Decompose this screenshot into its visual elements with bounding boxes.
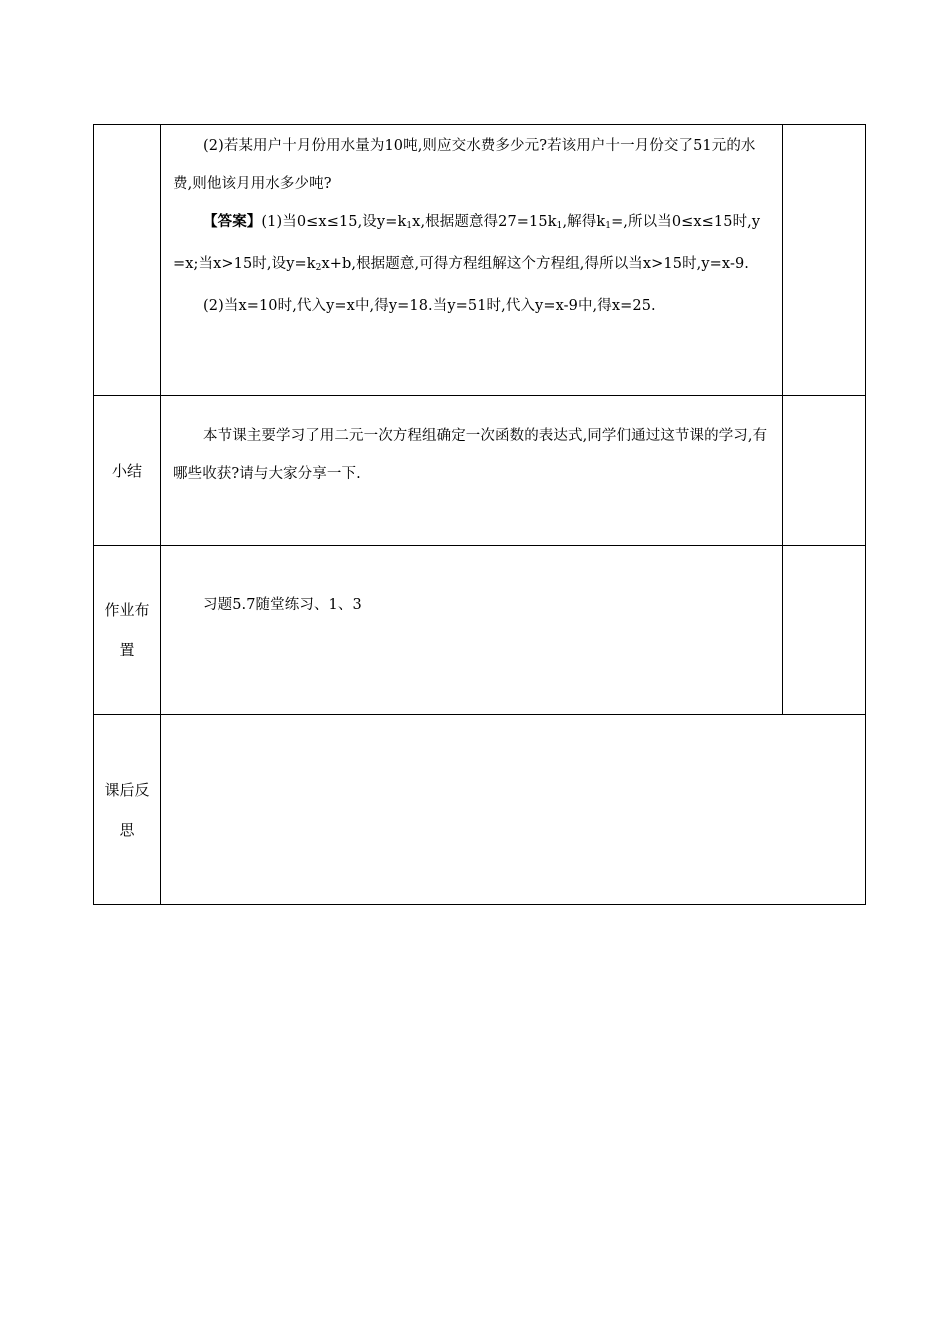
answer-part2: (2)当x=10时,代入y=x中,得y=18.当y=51时,代入y=x-9中,得x=25.	[203, 298, 656, 314]
reflection-label-line2: 思	[119, 820, 135, 839]
answer-part1-d: =,所以当0≤x≤15时,y=x;当x>15时,设y=k	[173, 214, 761, 272]
reflection-row	[94, 715, 866, 905]
subscript-1c: 1	[605, 221, 612, 231]
reflection-content-cell	[161, 715, 866, 905]
summary-label: 小结	[94, 396, 161, 546]
homework-label-line1: 作业布	[104, 601, 150, 619]
subscript-1b: 1	[556, 221, 563, 231]
answer-notes-cell	[783, 125, 866, 396]
lesson-plan-table	[93, 124, 866, 905]
homework-content-cell	[161, 546, 783, 715]
summary-row	[94, 396, 866, 546]
answer-row	[94, 125, 866, 396]
reflection-label-cell	[94, 715, 161, 905]
reflection-label-line1: 课后反	[104, 780, 150, 799]
answer-part1-c: ,解得k	[562, 214, 606, 230]
subscript-2: 2	[315, 263, 322, 273]
homework-notes-cell	[783, 546, 866, 715]
answer-content-cell	[161, 125, 783, 396]
homework-text: 习题5.7随堂练习、1、3	[203, 597, 362, 613]
answer-label-cell	[94, 125, 161, 396]
answer-part1-b: x,根据题意得27=15k	[412, 214, 557, 230]
summary-text: 本节课主要学习了用二元一次方程组确定一次函数的表达式,同学们通过这节课的学习,有哪些收获?请与大家分享一下.	[173, 428, 768, 482]
subscript-1: 1	[406, 221, 413, 231]
summary-notes-cell	[783, 396, 866, 546]
summary-content-cell	[161, 396, 783, 546]
question-part2: (2)若某用户十月份用水量为10吨,则应交水费多少元?若该用户十一月份交了51元的水费,则他该月用水多少吨?	[173, 138, 756, 192]
answer-part1	[173, 203, 772, 287]
homework-label-cell	[94, 546, 161, 715]
answer-part1-a: (1)当0≤x≤15,设y=k	[261, 214, 407, 230]
homework-label-line2: 置	[119, 641, 135, 659]
answer-label: 【答案】	[203, 213, 262, 230]
homework-row	[94, 546, 866, 715]
answer-part1-e: x+b,根据题意,可得方程组解这个方程组,得所以当x>15时,y=x-9.	[321, 256, 749, 272]
